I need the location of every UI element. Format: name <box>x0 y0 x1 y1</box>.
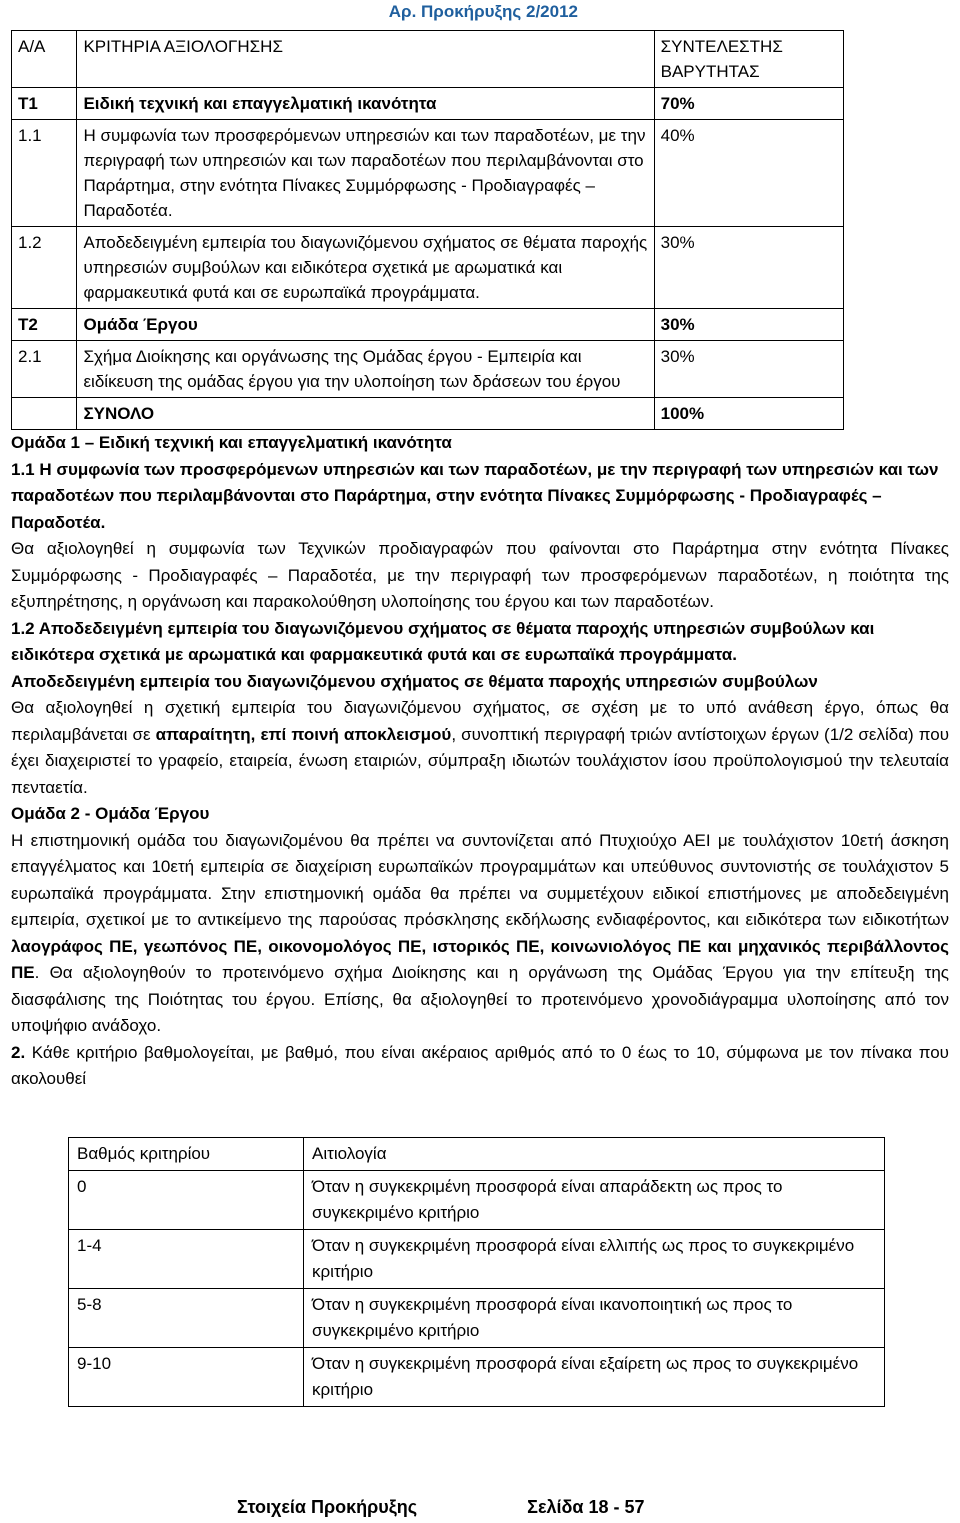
row-id: 2.1 <box>12 341 77 398</box>
column-header-id: Α/Α <box>12 31 77 88</box>
criterion-1-2-text <box>11 695 949 801</box>
row-weight: 30% <box>654 341 843 398</box>
row-id: 1.2 <box>12 227 77 309</box>
row-id: Τ1 <box>12 88 77 120</box>
row-id: 1.1 <box>12 120 77 227</box>
row-criterion: Αποδεδειγμένη εμπειρία του διαγωνιζόμενου σχήματος σε θέματα παροχής υπηρεσιών συμβούλων και ειδικότερα σχετικά με αρωματικά και φαρμακευτικά φυτά και σε ευρωπαϊκά προγράμματα. <box>77 227 654 309</box>
column-header-criteria: ΚΡΙΤΗΡΙΑ ΑΞΙΟΛΟΓΗΣΗΣ <box>77 31 654 88</box>
row-id: Τ2 <box>12 309 77 341</box>
total-row <box>12 398 844 430</box>
scoring-header-reason: Αιτιολογία <box>304 1137 885 1170</box>
criterion-1-1-title: 1.1 Η συμφωνία των προσφερόμενων υπηρεσιών και των παραδοτέων, με την περιγραφή των υπηρεσιών και των παραδοτέων που περιλαμβάνονται στο Παράρτημα, στην ενότητα Πίνακες Συμμόρφωσης - Προδιαγραφές – Παραδοτέα. <box>11 459 939 532</box>
scoring-header-score: Βαθμός κριτηρίου <box>69 1137 304 1170</box>
group2-text-bold: λαογράφος ΠΕ, γεωπόνος ΠΕ, οικονομολόγος ΠΕ, ιστορικός ΠΕ, κοινωνιολόγος ΠΕ και μηχανικός περιβάλλοντος ΠΕ <box>11 936 949 982</box>
score-value: 1-4 <box>69 1229 304 1288</box>
row-weight: 30% <box>654 309 843 341</box>
table-row <box>12 227 844 309</box>
table-row <box>12 309 844 341</box>
footer-title: Στοιχεία Προκήρυξης <box>237 1497 418 1517</box>
score-reason: Όταν η συγκεκριμένη προσφορά είναι ικανοποιητική ως προς το συγκεκριμένο κριτήριο <box>304 1288 885 1347</box>
criterion-1-2-title: 1.2 Αποδεδειγμένη εμπειρία του διαγωνιζόμενου σχήματος σε θέματα παροχής υπηρεσιών συμβούλων και ειδικότερα σχετικά με αρωματικά και φαρμακευτικά φυτά και σε ευρωπαϊκά προγράμματα. <box>11 618 875 664</box>
criteria-table <box>11 30 844 430</box>
row-criterion: Η συμφωνία των προσφερόμενων υπηρεσιών και των παραδοτέων, με την περιγραφή των υπηρεσιών και των παραδοτέων που περιλαμβάνονται στο Παράρτημα, στην ενότητα Πίνακες Συμμόρφωσης - Προδιαγραφές – Παραδοτέα. <box>77 120 654 227</box>
paragraph-2 <box>11 1040 949 1093</box>
group2-text-a: Η επιστημονική ομάδα του διαγωνιζομένου θα πρέπει να συντονίζεται από Πτυχιούχο ΑΕΙ με τουλάχιστον 10ετή άσκηση επαγγέλματος και 10ετή εμπειρία σε διαχείριση ευρωπαϊκών προγραμμάτων και υπεύθυνος συντονιστής σε τουλάχιστον 5 ευρωπαϊκά προγράμματα. Στην επιστημονική ομάδα θα πρέπει να συμμετέχουν ειδικοί επιστήμονες με αποδεδειγμένη εμπειρία, σχετικοί με το αντικείμενο της παρούσας πρόσκλησης εκδήλωσης ενδιαφέροντος, και ειδικότερα των ειδικοτήτων <box>11 830 949 929</box>
paragraph-2-text: Κάθε κριτήριο βαθμολογείται, με βαθμό, που είναι ακέραιος αριθμός από το 0 έως το 10, σύμφωνα με τον πίνακα που ακολουθεί <box>11 1042 949 1088</box>
group2-text-b: . Θα αξιολογηθούν το προτεινόμενο σχήμα Διοίκησης και η οργάνωση της Ομάδας Έργου για την επίτευξη της διασφάλισης της Ποιότητας του έργου. Επίσης, θα αξιολογηθεί το προτεινόμενο χρονοδιάγραμμα υλοποίησης από τον υποψήφιο ανάδοχο. <box>11 963 949 1035</box>
document-reference: Αρ. Προκήρυξης 2/2012 <box>388 2 578 21</box>
total-value: 100% <box>654 398 843 430</box>
group2-text <box>11 828 949 1040</box>
total-empty-cell <box>12 398 77 430</box>
table-row <box>69 1288 885 1347</box>
table-row <box>69 1229 885 1288</box>
table-header-row <box>12 31 844 88</box>
table-row <box>69 1347 885 1406</box>
page-number: Σελίδα 18 - 57 <box>527 1497 645 1517</box>
group1-title: Ομάδα 1 – Ειδική τεχνική και επαγγελματική ικανότητα <box>11 433 452 452</box>
page-footer <box>237 1497 645 1518</box>
row-criterion: Ομάδα Έργου <box>77 309 654 341</box>
criterion-1-1-text: Θα αξιολογηθεί η συμφωνία των Τεχνικών προδιαγραφών που φαίνονται στο Παράρτημα στην ενότητα Πίνακες Συμμόρφωσης - Προδιαγραφές – Παραδοτέα, με την περιγραφή των προσφερόμενων παραδοτέων, η ποιότητα της εξυπηρέτησης, η οργάνωση και παρακολούθηση υλοποίησης του έργου και των παραδοτέων. <box>11 539 949 611</box>
row-criterion: Ειδική τεχνική και επαγγελματική ικανότητα <box>77 88 654 120</box>
score-value: 9-10 <box>69 1347 304 1406</box>
paragraph-2-number: 2. <box>11 1042 26 1062</box>
row-weight: 70% <box>654 88 843 120</box>
scoring-header-row <box>69 1137 885 1170</box>
criterion-1-2-text-bold: απαραίτητη, επί ποινή αποκλεισμού <box>155 724 452 744</box>
row-criterion: Σχήμα Διοίκησης και οργάνωσης της Ομάδας έργου - Εμπειρία και ειδίκευση της ομάδας έργου για την υλοποίηση των δράσεων του έργου <box>77 341 654 398</box>
group2-title: Ομάδα 2 - Ομάδα Έργου <box>11 804 210 823</box>
scoring-table <box>68 1137 885 1407</box>
column-header-weight: ΣΥΝΤΕΛΕΣΤΗΣ ΒΑΡΥΤΗΤΑΣ <box>654 31 843 88</box>
score-reason: Όταν η συγκεκριμένη προσφορά είναι ελλιπής ως προς το συγκεκριμένο κριτήριο <box>304 1229 885 1288</box>
score-value: 5-8 <box>69 1288 304 1347</box>
row-weight: 40% <box>654 120 843 227</box>
score-reason: Όταν η συγκεκριμένη προσφορά είναι απαράδεκτη ως προς το συγκεκριμένο κριτήριο <box>304 1170 885 1229</box>
criterion-1-2-text-a: Θα αξιολογηθεί η σχετική εμπειρία του διαγωνιζόμενου σχήματος, σε σχέση με το υπό ανάθεση έργο, όπως θα περιλαμβάνεται σε <box>11 698 949 744</box>
score-value: 0 <box>69 1170 304 1229</box>
criterion-1-2-subtitle: Αποδεδειγμένη εμπειρία του διαγωνιζόμενου σχήματος σε θέματα παροχής υπηρεσιών συμβούλων <box>11 671 818 691</box>
score-reason: Όταν η συγκεκριμένη προσφορά είναι εξαίρετη ως προς το συγκεκριμένο κριτήριο <box>304 1347 885 1406</box>
row-weight: 30% <box>654 227 843 309</box>
table-row <box>12 88 844 120</box>
page-content <box>11 30 949 1407</box>
table-row <box>69 1170 885 1229</box>
criterion-1-2-text-b: , συνοπτική περιγραφή τριών αντίστοιχων έργων (1/2 σελίδα) που έχει διαχειριστεί το γραφείο, εταιρεία, ένωση εταιριών, σύμπραξη ιδιωτών τουλάχιστον ίσου προϋπολογισμού την τελευταία πενταετία. <box>11 724 950 797</box>
table-row <box>12 120 844 227</box>
total-label: ΣΥΝΟΛΟ <box>77 398 654 430</box>
table-row <box>12 341 844 398</box>
